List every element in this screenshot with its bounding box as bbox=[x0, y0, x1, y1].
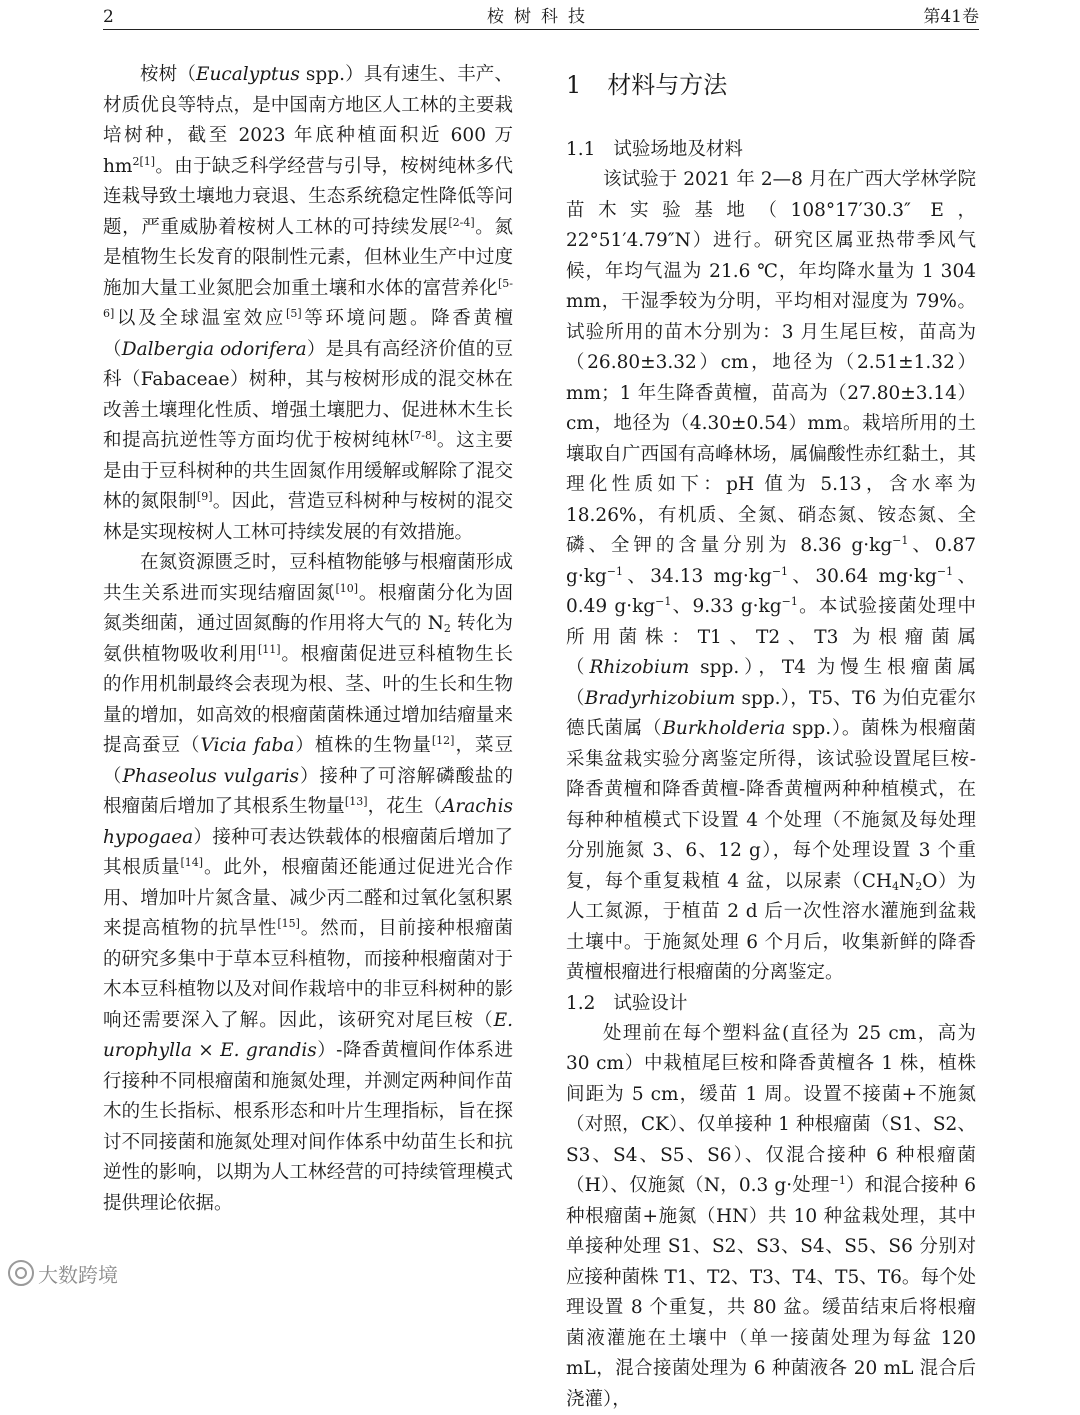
citation: [5] bbox=[286, 307, 302, 320]
running-header bbox=[103, 6, 979, 28]
page-number: 2 bbox=[103, 6, 114, 28]
citation: 2[1] bbox=[132, 155, 155, 168]
citation: [12] bbox=[432, 734, 455, 747]
watermark: 大数跨境 bbox=[8, 1260, 118, 1286]
watermark-logo-icon bbox=[8, 1260, 34, 1286]
citation: [10] bbox=[335, 582, 358, 595]
citation: [2-4] bbox=[448, 216, 474, 229]
citation: [14] bbox=[180, 856, 203, 869]
materials-paragraph: 该试验于 2021 年 2—8 月在广西大学林学院苗木实验基地（108°17′30.3″ E，22°51′4.79″N）进行。研究区属亚热带季风气候，年均气温为 21.6 ℃，年均降水量为 1 304 mm，干湿季较为分明，平均相对湿度为 79%。试验所用的苗木分别为：3 月生尾巨桉，苗高为（26.80±3.32）cm，地径为（2.51±1.32）mm；1 年生降香黄檀，苗高为（27.80±3.14）cm，地径为（4.30±0.54）mm。栽培所用的土壤取自广西国有高峰林场，属偏酸性赤红黏土，其理化性质如下：pH 值为 5.13，含水率为 18.26%，有机质、全氮、硝态氮、铵态氮、全磷、全钾的含量分别为 8.36 $g\cdot kg^{-1}$、0.87 $g\cdot kg^{-1}$、34.13 $mg\cdot kg^{-1}$、30.64 $mg\cdot kg^{-1}$、0.49 $g\cdot kg^{-1}$、9.33 $g\cdot kg^{-1}$。本试验接菌处理中所用菌株：T1、T2、T3 为根瘤菌属（Rhizobium spp.），T4 为慢生根瘤菌属（Bradyrhizobium spp.），T5、T6 为伯克霍尔德氏菌属（Burkholderia spp.）。菌株为根瘤菌采集盆栽实验分离鉴定所得，该试验设置尾巨桉-降香黄檀和降香黄檀-降香黄檀两种种植模式，在每种种植模式下设置 4 个处理（不施氮及每处理分别施氮 3、6、12 g），每个处理设置 3 个重复，每个重复栽植 4 盆，以尿素$(CH_4N_2O)$为人工氮源，于植苗 2 d 后一次性溶水灌施到盆栽土壤中。于施氮处理 6 个月后，收集新鲜的降香黄檀根瘤进行根瘤菌的分离鉴定。 bbox=[566, 165, 976, 989]
citation: [5-6] bbox=[103, 277, 513, 321]
header-rule bbox=[103, 29, 979, 30]
section-heading-1: 1 材料与方法 bbox=[566, 70, 976, 100]
intro-paragraph-2: 在氮资源匮乏时，豆科植物能够与根瘤菌形成共生关系进而实现结瘤固氮[10]。根瘤菌分化为固氮类细菌，通过固氮酶的作用将大气的 $N_2$ 转化为氨供植物吸收利用[11]。根瘤菌促进豆科植物生长的作用机制最终会表现为根、茎、叶的生长和生物量的增加，如高效的根瘤菌菌株通过增加结瘤量来提高蚕豆（Vicia faba）植株的生物量[12]，菜豆（Phaseolus vulgaris）接种了可溶解磷酸盐的根瘤菌后增加了其根系生物量[13]，花生（Arachis hypogaea）接种可表达铁载体的根瘤菌后增加了其根质量[14]。此外，根瘤菌还能通过促进光合作用、增加叶片氮含量、减少丙二醛和过氧化氢积累来提高植物的抗旱性[15]。然而，目前接种根瘤菌的研究多集中于草本豆科植物，而接种根瘤菌对于木本豆科植物以及对间作栽培中的非豆科树种的影响还需要深入了解。因此，该研究对尾巨桉（E. urophylla × E. grandis）-降香黄檀间作体系进行接种不同根瘤菌和施氮处理，并测定两种间作苗木的生长指标、根系形态和叶片生理指标，旨在探讨不同接菌和施氮处理对间作体系中幼苗生长和抗逆性的影响，以期为人工林经营的可持续管理模式提供理论依据。 bbox=[103, 548, 513, 1219]
citation: [7-8] bbox=[410, 429, 436, 442]
left-column bbox=[103, 60, 513, 1219]
design-paragraph: 处理前在每个塑料盆(直径为 25 cm，高为 30 cm）中栽植尾巨桉和降香黄檀各 1 株，植株间距为 5 cm，缓苗 1 周。设置不接菌+不施氮（对照，CK）、仅单接种 1 种根瘤菌（S1、S2、S3、S4、S5、S6）、仅混合接种 6 种根瘤菌（H）、仅施氮（N，0.3 g·处理$^{-1}$）和混合接种 6 种根瘤菌+施氮（HN）共 10 种盆栽处理，其中单接种处理 S1、S2、S3、S4、S5、S6 分别对应接种菌株 T1、T2、T3、T4、T5、T6。每个处理设置 8 个重复，共 80 盆。缓苗结束后将根瘤菌液灌施在土壤中（单一接菌处理为每盆 120 mL，混合接菌处理为 6 种菌液各 20 mL 混合后浇灌）， bbox=[566, 1019, 976, 1415]
subsection-heading-1-2: 1.2 试验设计 bbox=[566, 989, 976, 1019]
right-column bbox=[566, 60, 976, 1415]
subsection-heading-1-1: 1.1 试验场地及材料 bbox=[566, 135, 976, 165]
volume-label: 第41卷 bbox=[923, 6, 979, 28]
citation: [11] bbox=[258, 643, 281, 656]
citation: [13] bbox=[345, 795, 368, 808]
journal-title: 桉树科技 bbox=[103, 6, 979, 28]
intro-paragraph-1: 桉树（Eucalyptus spp.）具有速生、丰产、材质优良等特点，是中国南方地区人工林的主要栽培树种，截至 2023 年底种植面积近 600 万 $hm^{2[1]}$。由于缺乏科学经营与引导，桉树纯林多代连栽导致土壤地力衰退、生态系统稳定性降低等问题，严重威胁着桉树人工林的可持续发展[2-4]。氮是植物生长发育的限制性元素，但林业生产中过度施加大量工业氮肥会加重土壤和水体的富营养化[5-6]以及全球温室效应[5]等环境问题。降香黄檀（Dalbergia odorifera）是具有高经济价值的豆科（Fabaceae）树种，其与桉树形成的混交林在改善土壤理化性质、增强土壤肥力、促进林木生长和提高抗逆性等方面均优于桉树纯林[7-8]。这主要是由于豆科树种的共生固氮作用缓解或解除了混交林的氮限制[9]。因此，营造豆科树种与桉树的混交林是实现桉树人工林可持续发展的有效措施。 bbox=[103, 60, 513, 548]
citation: [15] bbox=[277, 917, 300, 930]
citation: [9] bbox=[197, 490, 213, 503]
